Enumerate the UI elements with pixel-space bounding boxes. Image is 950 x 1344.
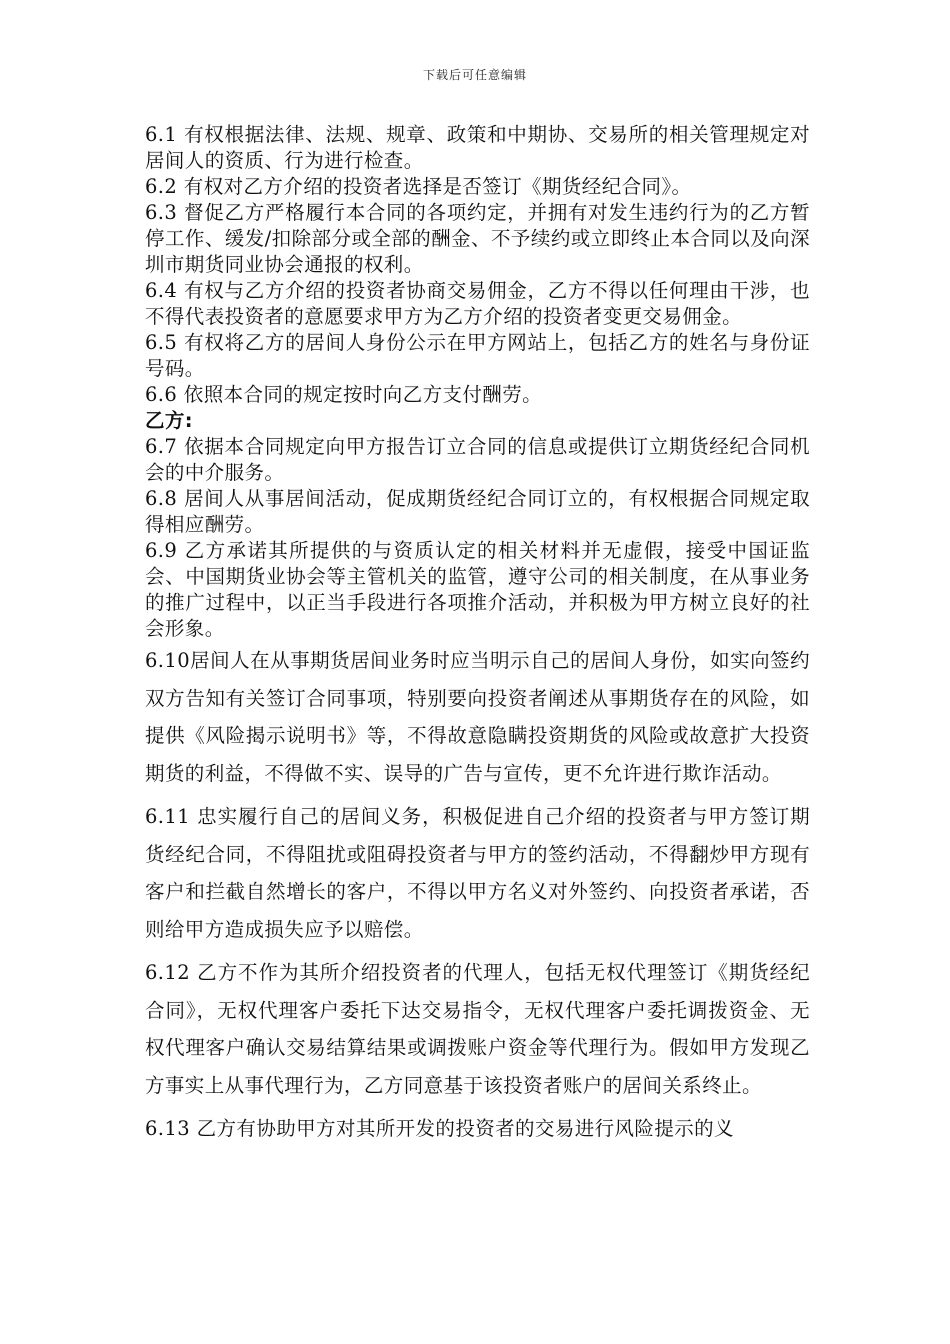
clause-6-12: 6.12 乙方不作为其所介绍投资者的代理人，包括无权代理签订《期货经纪合同》，无权代理客户委托下达交易指令，无权代理客户委托调拨资金、无权代理客户确认交易结算结果或调拨账户资金等代理行为。假如甲方发现乙方事实上从事代理行为，乙方同意基于该投资者账户的居间关系终止。 [145, 961, 810, 1097]
clause-6-8: 6.8 居间人从事居间活动，促成期货经纪合同订立的，有权根据合同规定取得相应酬劳。 [145, 487, 810, 536]
clause-6-3: 6.3 督促乙方严格履行本合同的各项约定，并拥有对发生违约行为的乙方暂停工作、缓发/扣除部分或全部的酬金、不予续约或立即终止本合同以及向深圳市期货同业协会通报的权利。 [145, 201, 810, 276]
clause-6-10: 6.10居间人在从事期货居间业务时应当明示自己的居间人身份，如实向签约双方告知有关签订合同事项，特别要向投资者阐述从事期货存在的风险，如提供《风险揭示说明书》等，不得故意隐瞒投资期货的风险或故意扩大投资期货的利益，不得做不实、误导的广告与宣传，更不允许进行欺诈活动。 [145, 649, 810, 785]
clause-6-4: 6.4 有权与乙方介绍的投资者协商交易佣金，乙方不得以任何理由干涉，也不得代表投资者的意愿要求甲方为乙方介绍的投资者变更交易佣金。 [145, 279, 810, 328]
page-header-note: 下载后可任意编辑 [422, 68, 527, 82]
document-body [145, 122, 810, 1154]
clause-6-7: 6.7 依据本合同规定向甲方报告订立合同的信息或提供订立期货经纪合同机会的中介服务。 [145, 435, 810, 484]
clause-6-6: 6.6 依照本合同的规定按时向乙方支付酬劳。 [145, 383, 543, 406]
clause-6-9: 6.9 乙方承诺其所提供的与资质认定的相关材料并无虚假，接受中国证监会、中国期货业协会等主管机关的监管，遵守公司的相关制度，在从事业务的推广过程中，以正当手段进行各项推介活动，并积极为甲方树立良好的社会形象。 [145, 539, 810, 640]
clause-6-1: 6.1 有权根据法律、法规、规章、政策和中期协、交易所的相关管理规定对居间人的资质、行为进行检查。 [145, 123, 810, 172]
clause-6-13: 6.13 乙方有协助甲方对其所开发的投资者的交易进行风险提示的义 [145, 1117, 734, 1140]
party-b-heading: 乙方: [145, 409, 193, 432]
clause-6-11: 6.11 忠实履行自己的居间义务，积极促进自己介绍的投资者与甲方签订期货经纪合同，不得阻扰或阻碍投资者与甲方的签约活动，不得翻炒甲方现有客户和拦截自然增长的客户，不得以甲方名义对外签约、向投资者承诺，否则给甲方造成损失应予以赔偿。 [145, 805, 810, 941]
clause-6-5: 6.5 有权将乙方的居间人身份公示在甲方网站上，包括乙方的姓名与身份证号码。 [145, 331, 810, 380]
clause-6-2: 6.2 有权对乙方介绍的投资者选择是否签订《期货经纪合同》。 [145, 175, 692, 198]
